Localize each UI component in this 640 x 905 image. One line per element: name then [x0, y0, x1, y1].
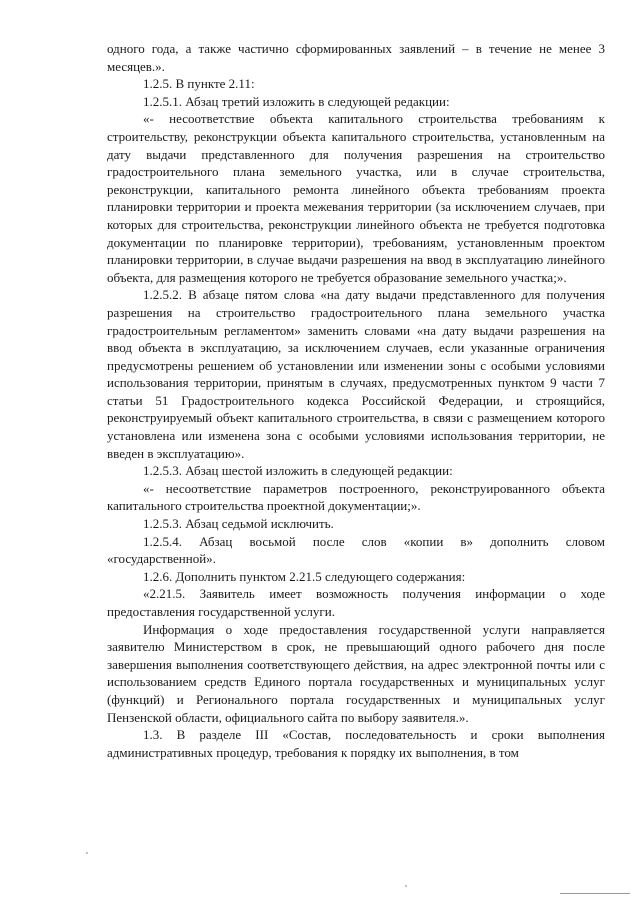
paragraph-quote-parameters: «- несоответствие параметров построенного, реконструированного объекта капитального строительства проектной документации;».: [107, 480, 605, 514]
paragraph-quote-non-compliance: «- несоответствие объекта капитального строительства требованиям к строительству, реконструкции объекта капитального строительства, установленным на дату выдачи представленного для получения разрешения на строительство градостроительного плана земельного участка, или в случае строительства, реконструкции, капитального ремонта линейного объекта требованиям проекта планировки территории и проекта межевания территории (за исключением случаев, при которых для строительства, реконструкции линейного объекта не требуется подготовка документации по планировке территории), требованиям, установленным проектом планировки территории, в случае выдачи разрешения на ввод в эксплуатацию линейного объекта, для размещения которого не требуется образование земельного участка;».: [107, 111, 605, 285]
paragraph-item-1-3: 1.3. В разделе III «Состав, последовательность и сроки выполнения административных процедур, требования к порядку их выполнения, в том: [107, 727, 605, 760]
paragraph-item-1-2-6: 1.2.6. Дополнить пунктом 2.21.5 следующего содержания:: [143, 568, 466, 584]
paragraph-information: Информация о ходе предоставления государственной услуги направляется заявителю Министерством в срок, не превышающий одного рабочего дня после завершения выполнения соответствующего действия, на адрес электронной почты или с использованием средств Единого портала государственных и муниципальных услуг (функций) и Регионального портала государственных и муниципальных услуг Пензенской области, официального сайта по выбору заявителя.».: [107, 621, 605, 725]
document-body: [107, 40, 605, 761]
paragraph-item-1-2-5-1: 1.2.5.1. Абзац третий изложить в следующей редакции:: [143, 93, 450, 109]
paragraph-quote-2-21-5: «2.21.5. Заявитель имеет возможность получения информации о ходе предоставления государственной услуги.: [107, 586, 605, 619]
paragraph-item-1-2-5-3: 1.2.5.3. Абзац шестой изложить в следующей редакции:: [143, 463, 453, 479]
paragraph-item-1-2-5-3-b: 1.2.5.3. Абзац седьмой исключить.: [143, 516, 334, 532]
paragraph-continuation: одного года, а также частично сформированных заявлений – в течение не менее 3 месяцев.».: [107, 41, 605, 74]
paragraph-item-1-2-5-2: 1.2.5.2. В абзаце пятом слова «на дату выдачи представленного для получения разрешения на строительство градостроительного плана земельного участка градостроительным регламентом» заменить словами «на дату выдачи разрешения на ввод объекта в эксплуатацию, за исключением случаев, если указанные ограничения предусмотрены решением об установлении или изменении зоны с особыми условиями использования территории, принятым в случаях, предусмотренных пунктом 9 части 7 статьи 51 Градостроительного кодекса Российской Федерации, и строящийся, реконструируемый объект капитального строительства, в связи с размещением которого установлена или изменена зона с особыми условиями использования территории, не введен в эксплуатацию».: [107, 287, 605, 461]
paragraph-item-1-2-5: 1.2.5. В пункте 2.11:: [143, 76, 255, 92]
scan-artifact-dot: [86, 852, 88, 854]
scan-artifact-dot: [405, 885, 407, 887]
paragraph-item-1-2-5-4: 1.2.5.4. Абзац восьмой после слов «копии в» дополнить словом «государственной».: [107, 533, 605, 567]
scan-artifact-line: [560, 893, 630, 894]
